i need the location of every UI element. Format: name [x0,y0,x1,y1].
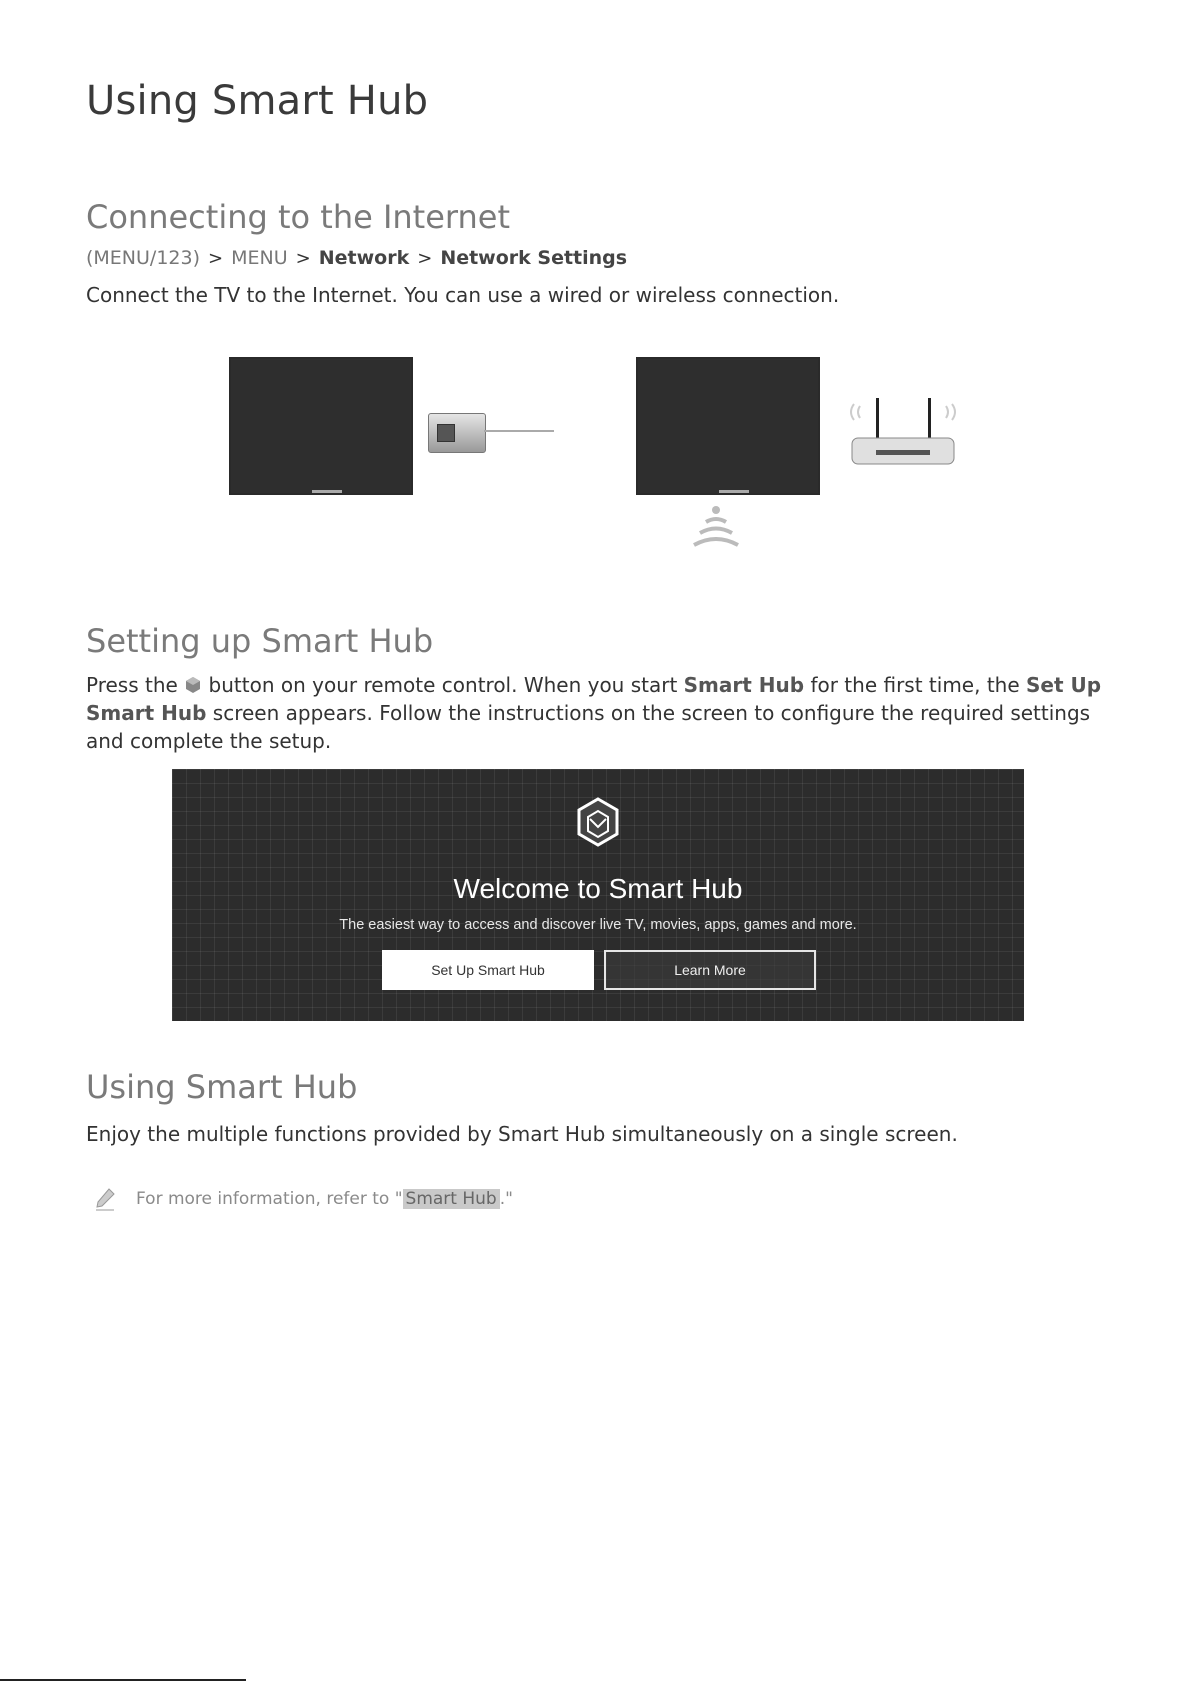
hub-welcome-subtitle: The easiest way to access and discover live TV, movies, apps, games and more. [339,917,857,933]
router-icon [846,392,960,472]
text-segment: screen appears. Follow the instructions on the screen to configure the required settings and complete the setup. [86,701,1091,753]
section-title-setting-up: Setting up Smart Hub [86,622,434,660]
note-prefix: For more information, refer to " [136,1189,403,1209]
hub-welcome-title: Welcome to Smart Hub [453,873,743,904]
text-segment: Press the [86,673,178,697]
tv-stand [312,490,342,494]
ethernet-port [437,424,455,442]
section-title-using: Using Smart Hub [86,1068,358,1106]
smart-hub-logo-icon [576,797,620,847]
tv-wireless-illustration [636,357,820,495]
breadcrumb-menu-123: (MENU/123) [86,247,201,269]
tv-wired-illustration [229,357,413,495]
text-segment: for the first time, the [810,673,1020,697]
connecting-description: Connect the TV to the Internet. You can use a wired or wireless connection. [86,283,840,307]
section-title-connecting: Connecting to the Internet [86,198,511,236]
set-up-smart-hub-term: Set Up Smart Hub [86,673,1102,725]
pencil-note-icon [94,1187,116,1211]
ethernet-cable [484,430,554,432]
footer-divider [0,1679,246,1681]
setting-up-description [86,671,1106,755]
breadcrumb [86,247,627,269]
breadcrumb-network: Network [318,247,410,269]
using-description: Enjoy the multiple functions provided by Smart Hub simultaneously on a single screen. [86,1122,958,1146]
smart-hub-welcome-screen [172,769,1024,1021]
wifi-signal-icon [686,500,746,556]
page-title: Using Smart Hub [86,78,429,124]
note-text [136,1189,513,1209]
smart-hub-term: Smart Hub [683,673,805,697]
smart-hub-reference-link[interactable]: Smart Hub [403,1189,500,1209]
text-segment: button on your remote control. When you start [208,673,678,697]
breadcrumb-separator: > [208,247,224,269]
smart-hub-button-icon [184,673,202,691]
breadcrumb-separator: > [295,247,311,269]
tv-stand [719,490,749,494]
breadcrumb-network-settings: Network Settings [440,247,628,269]
ethernet-plug-icon [428,413,486,453]
breadcrumb-separator: > [417,247,433,269]
learn-more-button[interactable]: Learn More [604,950,816,990]
set-up-smart-hub-button[interactable]: Set Up Smart Hub [382,950,594,990]
note [94,1187,513,1211]
breadcrumb-menu: MENU [231,247,288,269]
note-suffix: ." [499,1189,513,1209]
